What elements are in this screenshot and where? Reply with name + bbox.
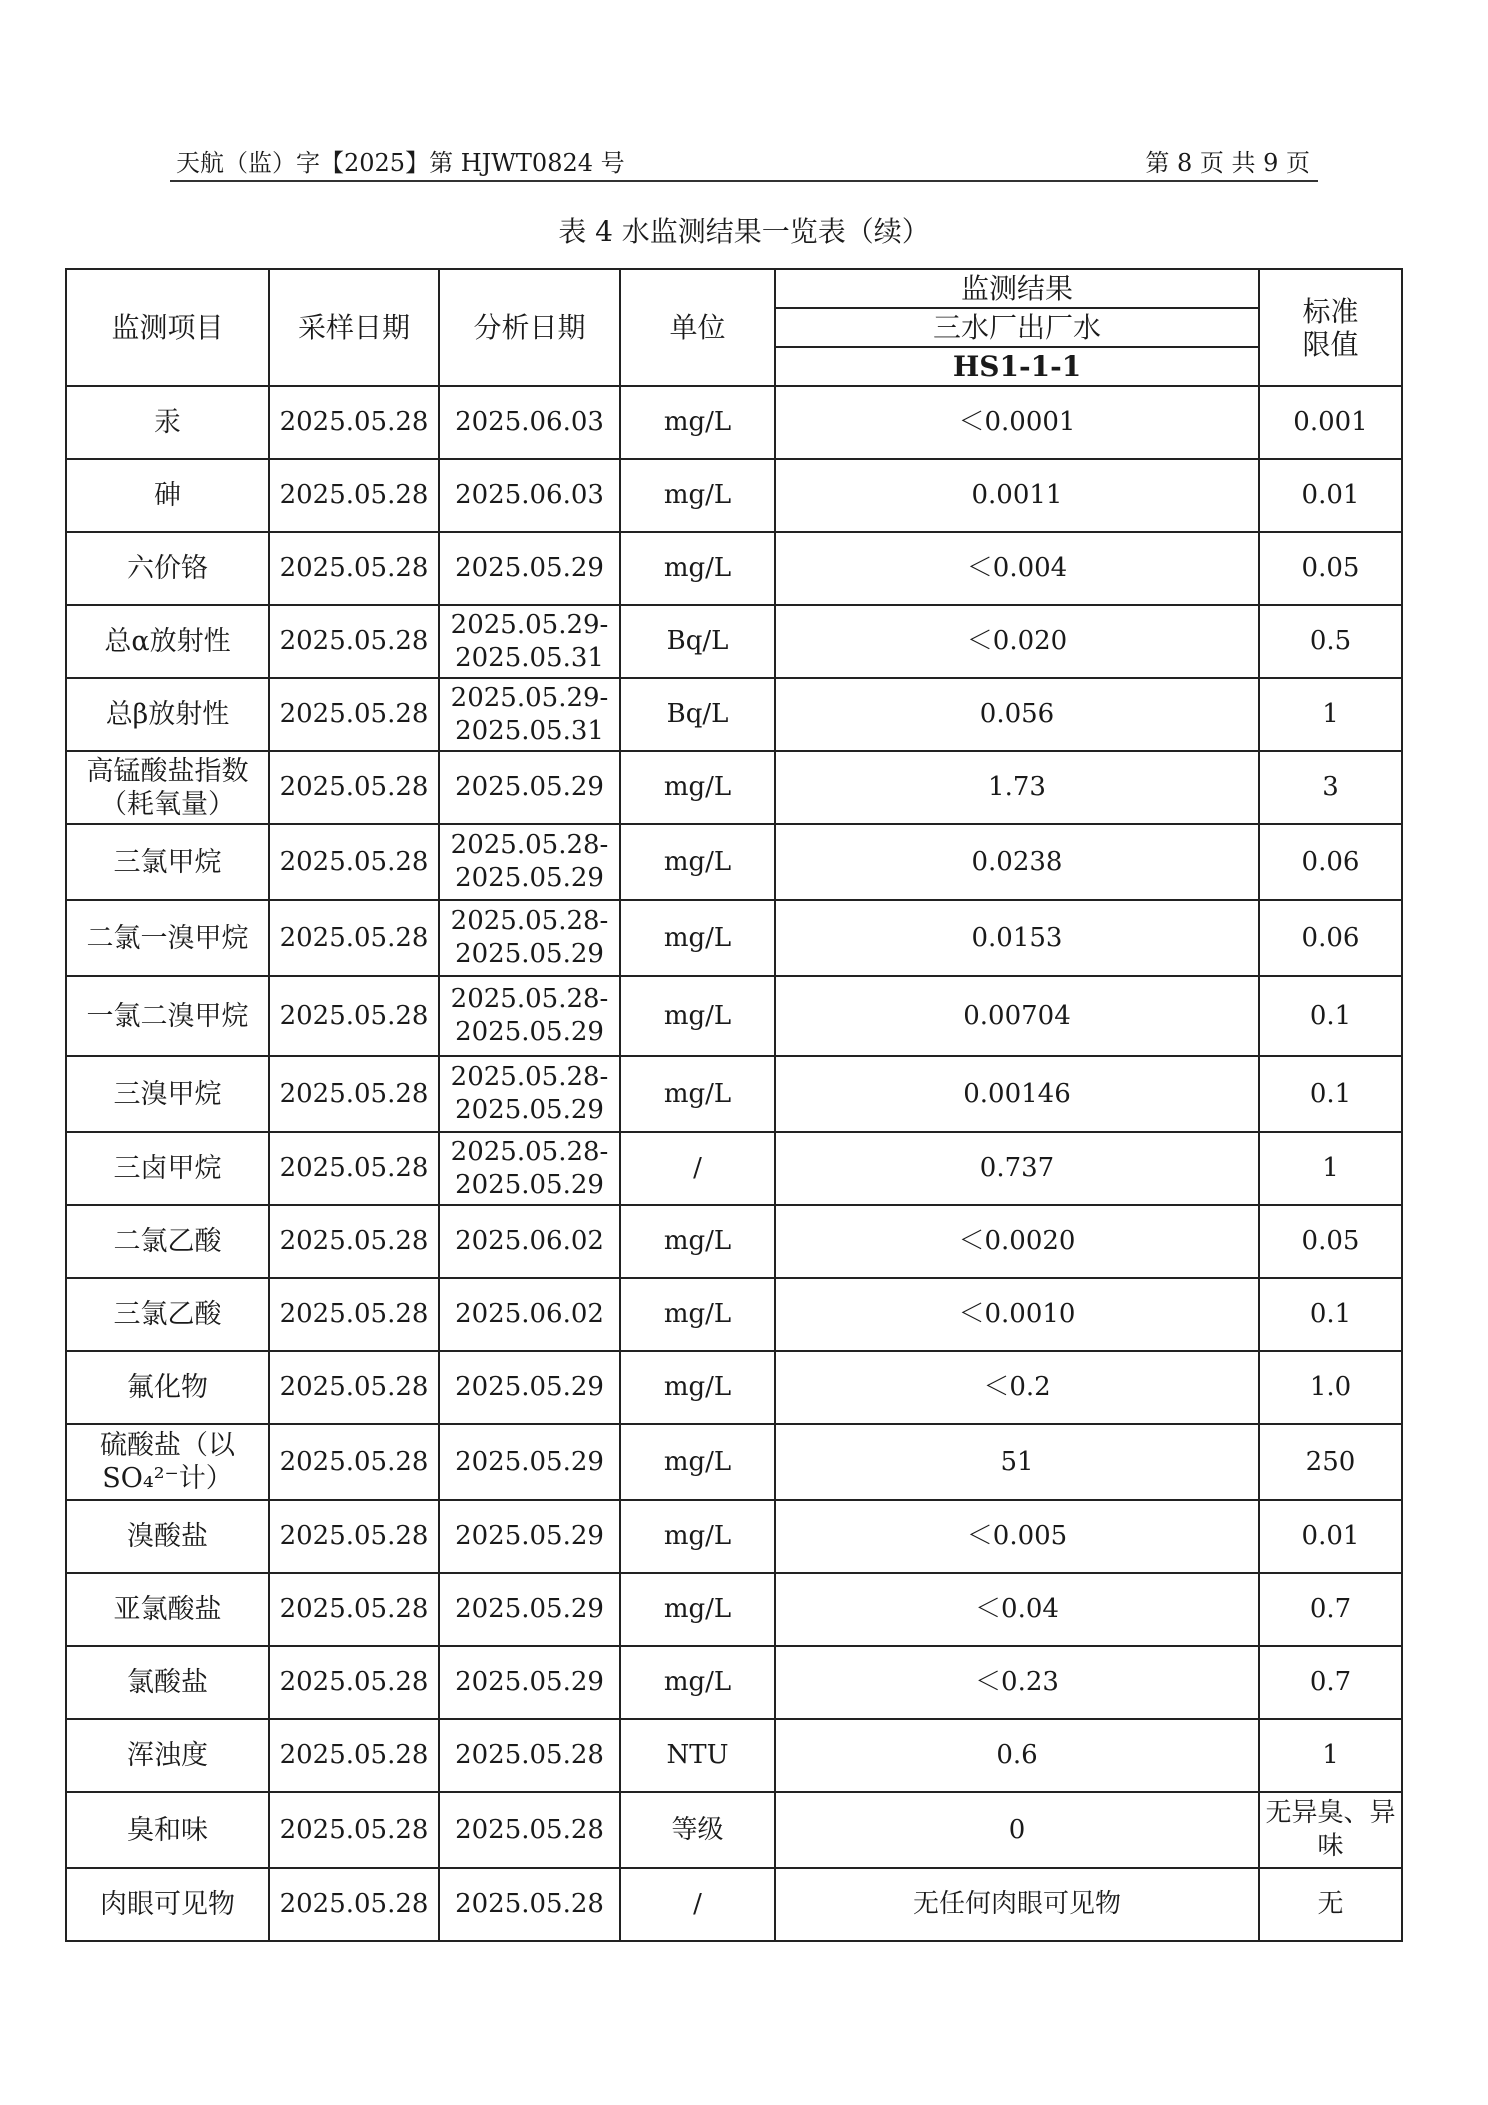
cell-result: 51 xyxy=(775,1424,1259,1500)
cell-result: ＜0.2 xyxy=(775,1351,1259,1424)
cell-limit: 无 xyxy=(1259,1868,1402,1941)
cell-result: 0.6 xyxy=(775,1719,1259,1792)
cell-analysis-date: 2025.05.29 xyxy=(439,1573,620,1646)
table-row xyxy=(66,1792,1402,1868)
cell-sampling-date: 2025.05.28 xyxy=(269,678,439,751)
cell-unit: mg/L xyxy=(620,459,775,532)
cell-sampling-date: 2025.05.28 xyxy=(269,459,439,532)
cell-item: 三氯甲烷 xyxy=(66,824,269,900)
cell-analysis-date: 2025.05.28 xyxy=(439,1719,620,1792)
cell-result: 0 xyxy=(775,1792,1259,1868)
table-row xyxy=(66,976,1402,1056)
cell-unit: mg/L xyxy=(620,532,775,605)
cell-sampling-date: 2025.05.28 xyxy=(269,1205,439,1278)
cell-item: 三氯乙酸 xyxy=(66,1278,269,1351)
table-row xyxy=(66,1646,1402,1719)
cell-limit: 0.05 xyxy=(1259,532,1402,605)
cell-result: ＜0.0001 xyxy=(775,386,1259,459)
cell-item: 氯酸盐 xyxy=(66,1646,269,1719)
cell-unit: NTU xyxy=(620,1719,775,1792)
cell-unit: mg/L xyxy=(620,900,775,976)
cell-sampling-date: 2025.05.28 xyxy=(269,900,439,976)
table-row xyxy=(66,1719,1402,1792)
cell-limit: 0.1 xyxy=(1259,1056,1402,1132)
cell-sampling-date: 2025.05.28 xyxy=(269,1646,439,1719)
cell-limit: 0.01 xyxy=(1259,1500,1402,1573)
cell-limit: 0.7 xyxy=(1259,1573,1402,1646)
cell-unit: mg/L xyxy=(620,751,775,824)
cell-limit: 0.1 xyxy=(1259,1278,1402,1351)
table-row xyxy=(66,824,1402,900)
cell-sampling-date: 2025.05.28 xyxy=(269,1573,439,1646)
cell-result: 0.737 xyxy=(775,1132,1259,1205)
cell-unit: mg/L xyxy=(620,1500,775,1573)
cell-analysis-date: 2025.05.28-2025.05.29 xyxy=(439,900,620,976)
cell-limit: 1 xyxy=(1259,1132,1402,1205)
cell-result: ＜0.020 xyxy=(775,605,1259,678)
cell-unit: mg/L xyxy=(620,1424,775,1500)
cell-analysis-date: 2025.05.29 xyxy=(439,1500,620,1573)
cell-unit: mg/L xyxy=(620,1351,775,1424)
cell-sampling-date: 2025.05.28 xyxy=(269,1056,439,1132)
cell-limit: 3 xyxy=(1259,751,1402,824)
document-number: 天航（监）字【2025】第 HJWT0824 号 xyxy=(176,149,625,177)
cell-item: 总α放射性 xyxy=(66,605,269,678)
cell-item: 氟化物 xyxy=(66,1351,269,1424)
header-analysis-date: 分析日期 xyxy=(439,269,620,386)
cell-item: 一氯二溴甲烷 xyxy=(66,976,269,1056)
cell-unit: mg/L xyxy=(620,1056,775,1132)
cell-analysis-date: 2025.05.29 xyxy=(439,1351,620,1424)
page-info: 第 8 页 共 9 页 xyxy=(1145,149,1310,177)
table-row xyxy=(66,1278,1402,1351)
cell-analysis-date: 2025.05.29-2025.05.31 xyxy=(439,678,620,751)
cell-analysis-date: 2025.05.28 xyxy=(439,1792,620,1868)
cell-analysis-date: 2025.05.28-2025.05.29 xyxy=(439,1056,620,1132)
cell-result: 无任何肉眼可见物 xyxy=(775,1868,1259,1941)
cell-limit: 0.001 xyxy=(1259,386,1402,459)
cell-unit: mg/L xyxy=(620,1278,775,1351)
table-row xyxy=(66,678,1402,751)
cell-item: 汞 xyxy=(66,386,269,459)
cell-analysis-date: 2025.05.29 xyxy=(439,1646,620,1719)
cell-result: 0.0238 xyxy=(775,824,1259,900)
cell-analysis-date: 2025.06.02 xyxy=(439,1205,620,1278)
cell-analysis-date: 2025.06.03 xyxy=(439,386,620,459)
cell-sampling-date: 2025.05.28 xyxy=(269,605,439,678)
cell-limit: 0.06 xyxy=(1259,824,1402,900)
table-row xyxy=(66,386,1402,459)
cell-analysis-date: 2025.05.29 xyxy=(439,1424,620,1500)
table-row xyxy=(66,1132,1402,1205)
cell-analysis-date: 2025.05.28-2025.05.29 xyxy=(439,824,620,900)
cell-unit: 等级 xyxy=(620,1792,775,1868)
cell-sampling-date: 2025.05.28 xyxy=(269,386,439,459)
cell-sampling-date: 2025.05.28 xyxy=(269,1868,439,1941)
table-row xyxy=(66,1868,1402,1941)
cell-result: ＜0.0020 xyxy=(775,1205,1259,1278)
cell-sampling-date: 2025.05.28 xyxy=(269,1792,439,1868)
cell-item: 二氯乙酸 xyxy=(66,1205,269,1278)
cell-item: 三卤甲烷 xyxy=(66,1132,269,1205)
monitoring-results-table xyxy=(65,268,1403,1942)
cell-result: ＜0.004 xyxy=(775,532,1259,605)
cell-limit: 0.7 xyxy=(1259,1646,1402,1719)
cell-result: 0.00704 xyxy=(775,976,1259,1056)
cell-unit: mg/L xyxy=(620,1205,775,1278)
cell-limit: 无异臭、异味 xyxy=(1259,1792,1402,1868)
cell-unit: mg/L xyxy=(620,824,775,900)
cell-sampling-date: 2025.05.28 xyxy=(269,976,439,1056)
cell-sampling-date: 2025.05.28 xyxy=(269,1351,439,1424)
cell-limit: 0.01 xyxy=(1259,459,1402,532)
cell-unit: / xyxy=(620,1132,775,1205)
page-header xyxy=(170,146,1318,180)
cell-sampling-date: 2025.05.28 xyxy=(269,1500,439,1573)
cell-unit: Bq/L xyxy=(620,605,775,678)
cell-result: 0.0011 xyxy=(775,459,1259,532)
cell-unit: mg/L xyxy=(620,1646,775,1719)
cell-item: 三溴甲烷 xyxy=(66,1056,269,1132)
header-result-group: 监测结果 xyxy=(775,269,1259,308)
table-row xyxy=(66,459,1402,532)
header-divider xyxy=(170,180,1318,182)
table-row xyxy=(66,1573,1402,1646)
cell-limit: 250 xyxy=(1259,1424,1402,1500)
cell-analysis-date: 2025.05.28-2025.05.29 xyxy=(439,976,620,1056)
cell-result: ＜0.04 xyxy=(775,1573,1259,1646)
table-row xyxy=(66,900,1402,976)
header-limit-line1: 标准 xyxy=(1302,294,1359,328)
cell-sampling-date: 2025.05.28 xyxy=(269,751,439,824)
header-row xyxy=(66,269,1402,308)
cell-unit: mg/L xyxy=(620,976,775,1056)
cell-item: 溴酸盐 xyxy=(66,1500,269,1573)
cell-item: 亚氯酸盐 xyxy=(66,1573,269,1646)
cell-limit: 0.1 xyxy=(1259,976,1402,1056)
table-caption: 表 4 水监测结果一览表（续） xyxy=(558,215,930,248)
cell-limit: 1.0 xyxy=(1259,1351,1402,1424)
header-sampling-date: 采样日期 xyxy=(269,269,439,386)
cell-analysis-date: 2025.05.29-2025.05.31 xyxy=(439,605,620,678)
cell-result: ＜0.0010 xyxy=(775,1278,1259,1351)
cell-item: 砷 xyxy=(66,459,269,532)
table-row xyxy=(66,1351,1402,1424)
cell-analysis-date: 2025.05.28 xyxy=(439,1868,620,1941)
cell-item: 六价铬 xyxy=(66,532,269,605)
cell-item: 肉眼可见物 xyxy=(66,1868,269,1941)
cell-analysis-date: 2025.05.28-2025.05.29 xyxy=(439,1132,620,1205)
table-row xyxy=(66,1424,1402,1500)
cell-analysis-date: 2025.06.02 xyxy=(439,1278,620,1351)
table-row xyxy=(66,605,1402,678)
cell-result: ＜0.005 xyxy=(775,1500,1259,1573)
cell-item: 浑浊度 xyxy=(66,1719,269,1792)
cell-analysis-date: 2025.05.29 xyxy=(439,751,620,824)
cell-analysis-date: 2025.06.03 xyxy=(439,459,620,532)
cell-result: 0.056 xyxy=(775,678,1259,751)
cell-result: ＜0.23 xyxy=(775,1646,1259,1719)
cell-result: 0.00146 xyxy=(775,1056,1259,1132)
cell-sampling-date: 2025.05.28 xyxy=(269,824,439,900)
cell-analysis-date: 2025.05.29 xyxy=(439,532,620,605)
cell-unit: mg/L xyxy=(620,386,775,459)
cell-limit: 1 xyxy=(1259,678,1402,751)
table-row xyxy=(66,532,1402,605)
header-limit-line2: 限值 xyxy=(1302,327,1359,361)
table-row xyxy=(66,1205,1402,1278)
cell-item: 高锰酸盐指数（耗氧量） xyxy=(66,751,269,824)
cell-sampling-date: 2025.05.28 xyxy=(269,532,439,605)
cell-unit: / xyxy=(620,1868,775,1941)
cell-limit: 0.05 xyxy=(1259,1205,1402,1278)
header-unit: 单位 xyxy=(620,269,775,386)
cell-limit: 1 xyxy=(1259,1719,1402,1792)
header-item: 监测项目 xyxy=(66,269,269,386)
table-row xyxy=(66,1056,1402,1132)
cell-limit: 0.5 xyxy=(1259,605,1402,678)
cell-unit: Bq/L xyxy=(620,678,775,751)
header-site-code: HS1-1-1 xyxy=(775,347,1259,386)
cell-sampling-date: 2025.05.28 xyxy=(269,1278,439,1351)
cell-item: 总β放射性 xyxy=(66,678,269,751)
cell-result: 1.73 xyxy=(775,751,1259,824)
header-limit xyxy=(1259,269,1402,386)
cell-sampling-date: 2025.05.28 xyxy=(269,1424,439,1500)
cell-item: 二氯一溴甲烷 xyxy=(66,900,269,976)
cell-unit: mg/L xyxy=(620,1573,775,1646)
cell-sampling-date: 2025.05.28 xyxy=(269,1132,439,1205)
header-site: 三水厂出厂水 xyxy=(775,308,1259,347)
cell-limit: 0.06 xyxy=(1259,900,1402,976)
cell-item: 硫酸盐（以SO₄²⁻计） xyxy=(66,1424,269,1500)
cell-sampling-date: 2025.05.28 xyxy=(269,1719,439,1792)
cell-item: 臭和味 xyxy=(66,1792,269,1868)
table-row xyxy=(66,751,1402,824)
cell-result: 0.0153 xyxy=(775,900,1259,976)
table-row xyxy=(66,1500,1402,1573)
